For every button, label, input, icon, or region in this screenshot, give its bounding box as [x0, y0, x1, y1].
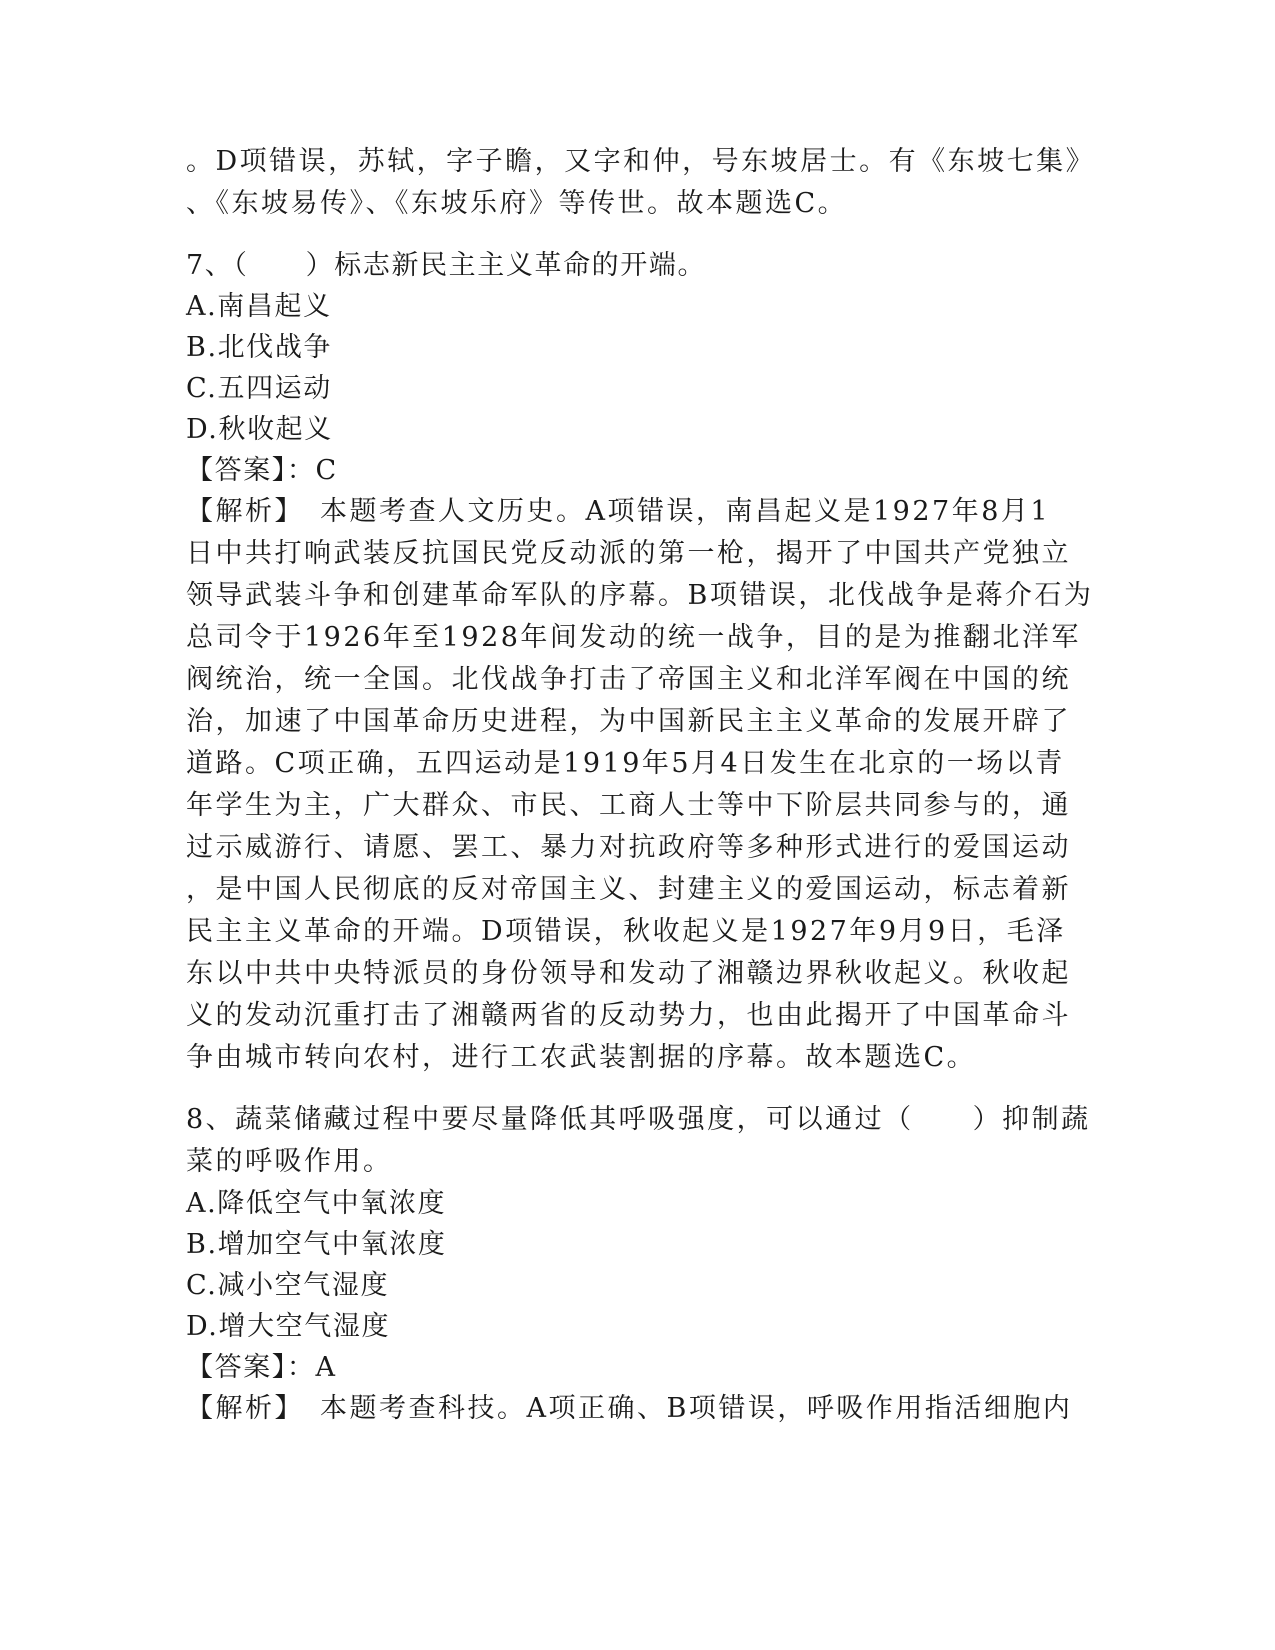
- q7-explanation-line: 民主主义革命的开端。D项错误，秋收起义是1927年9月9日，毛泽: [186, 916, 1066, 947]
- q8-option-d: D.增大空气湿度: [186, 1311, 391, 1342]
- q7-explanation-line: 道路。C项正确，五四运动是1919年5月4日发生在北京的一场以青: [186, 748, 1065, 779]
- q8-option-c: C.减小空气湿度: [186, 1270, 390, 1301]
- q7-answer: 【答案】：C: [186, 455, 338, 486]
- q7-question: 7、（ ）标志新民主主义革命的开端。: [186, 250, 707, 281]
- q7-explanation-line: 治，加速了中国革命历史进程，为中国新民主主义革命的发展开辟了: [186, 706, 1071, 737]
- q7-explanation-line: 义的发动沉重打击了湘赣两省的反动势力，也由此揭开了中国革命斗: [186, 1000, 1071, 1031]
- q7-option-d: D.秋收起义: [186, 414, 333, 445]
- q7-explanation-line: 日中共打响武装反抗国民党反动派的第一枪，揭开了中国共产党独立: [186, 538, 1071, 569]
- q7-explanation-line: 总司令于1926年至1928年间发动的统一战争，目的是为推翻北洋军: [186, 622, 1081, 653]
- q7-explanation-line: 阀统治，统一全国。北伐战争打击了帝国主义和北洋军阀在中国的统: [186, 664, 1071, 695]
- q8-question-line: 8、蔬菜储藏过程中要尽量降低其呼吸强度，可以通过（ ）抑制蔬: [186, 1104, 1091, 1135]
- q8-answer: 【答案】：A: [186, 1352, 337, 1383]
- q7-explanation-line: 争由城市转向农村，进行工农武装割据的序幕。故本题选C。: [186, 1042, 977, 1073]
- q7-option-c: C.五四运动: [186, 373, 332, 404]
- continuation-line: 。D项错误，苏轼，字子瞻，又字和仲，号东坡居士。有《东坡七集》: [186, 146, 1096, 177]
- q8-question-line: 菜的呼吸作用。: [186, 1146, 393, 1177]
- q7-explanation-line: 【解析】 本题考查人文历史。A项错误，南昌起义是1927年8月1: [186, 496, 1051, 527]
- continuation-line: 、《东坡易传》、《东坡乐府》等传世。故本题选C。: [186, 188, 848, 219]
- q7-option-a: A.南昌起义: [186, 291, 332, 322]
- q8-option-b: B.增加空气中氧浓度: [186, 1229, 447, 1260]
- q7-explanation-line: 东以中共中央特派员的身份领导和发动了湘赣边界秋收起义。秋收起: [186, 958, 1071, 989]
- q7-explanation-line: 过示威游行、请愿、罢工、暴力对抗政府等多种形式进行的爱国运动: [186, 832, 1071, 863]
- q7-explanation-line: ，是中国人民彻底的反对帝国主义、封建主义的爱国运动，标志着新: [186, 874, 1071, 905]
- q7-explanation-line: 年学生为主，广大群众、市民、工商人士等中下阶层共同参与的，通: [186, 790, 1071, 821]
- q7-option-b: B.北伐战争: [186, 332, 333, 363]
- q8-explanation-line: 【解析】 本题考查科技。A项正确、B项错误，呼吸作用指活细胞内: [186, 1393, 1073, 1424]
- q7-explanation-line: 领导武装斗争和创建革命军队的序幕。B项错误，北伐战争是蒋介石为: [186, 580, 1094, 611]
- q8-option-a: A.降低空气中氧浓度: [186, 1188, 447, 1219]
